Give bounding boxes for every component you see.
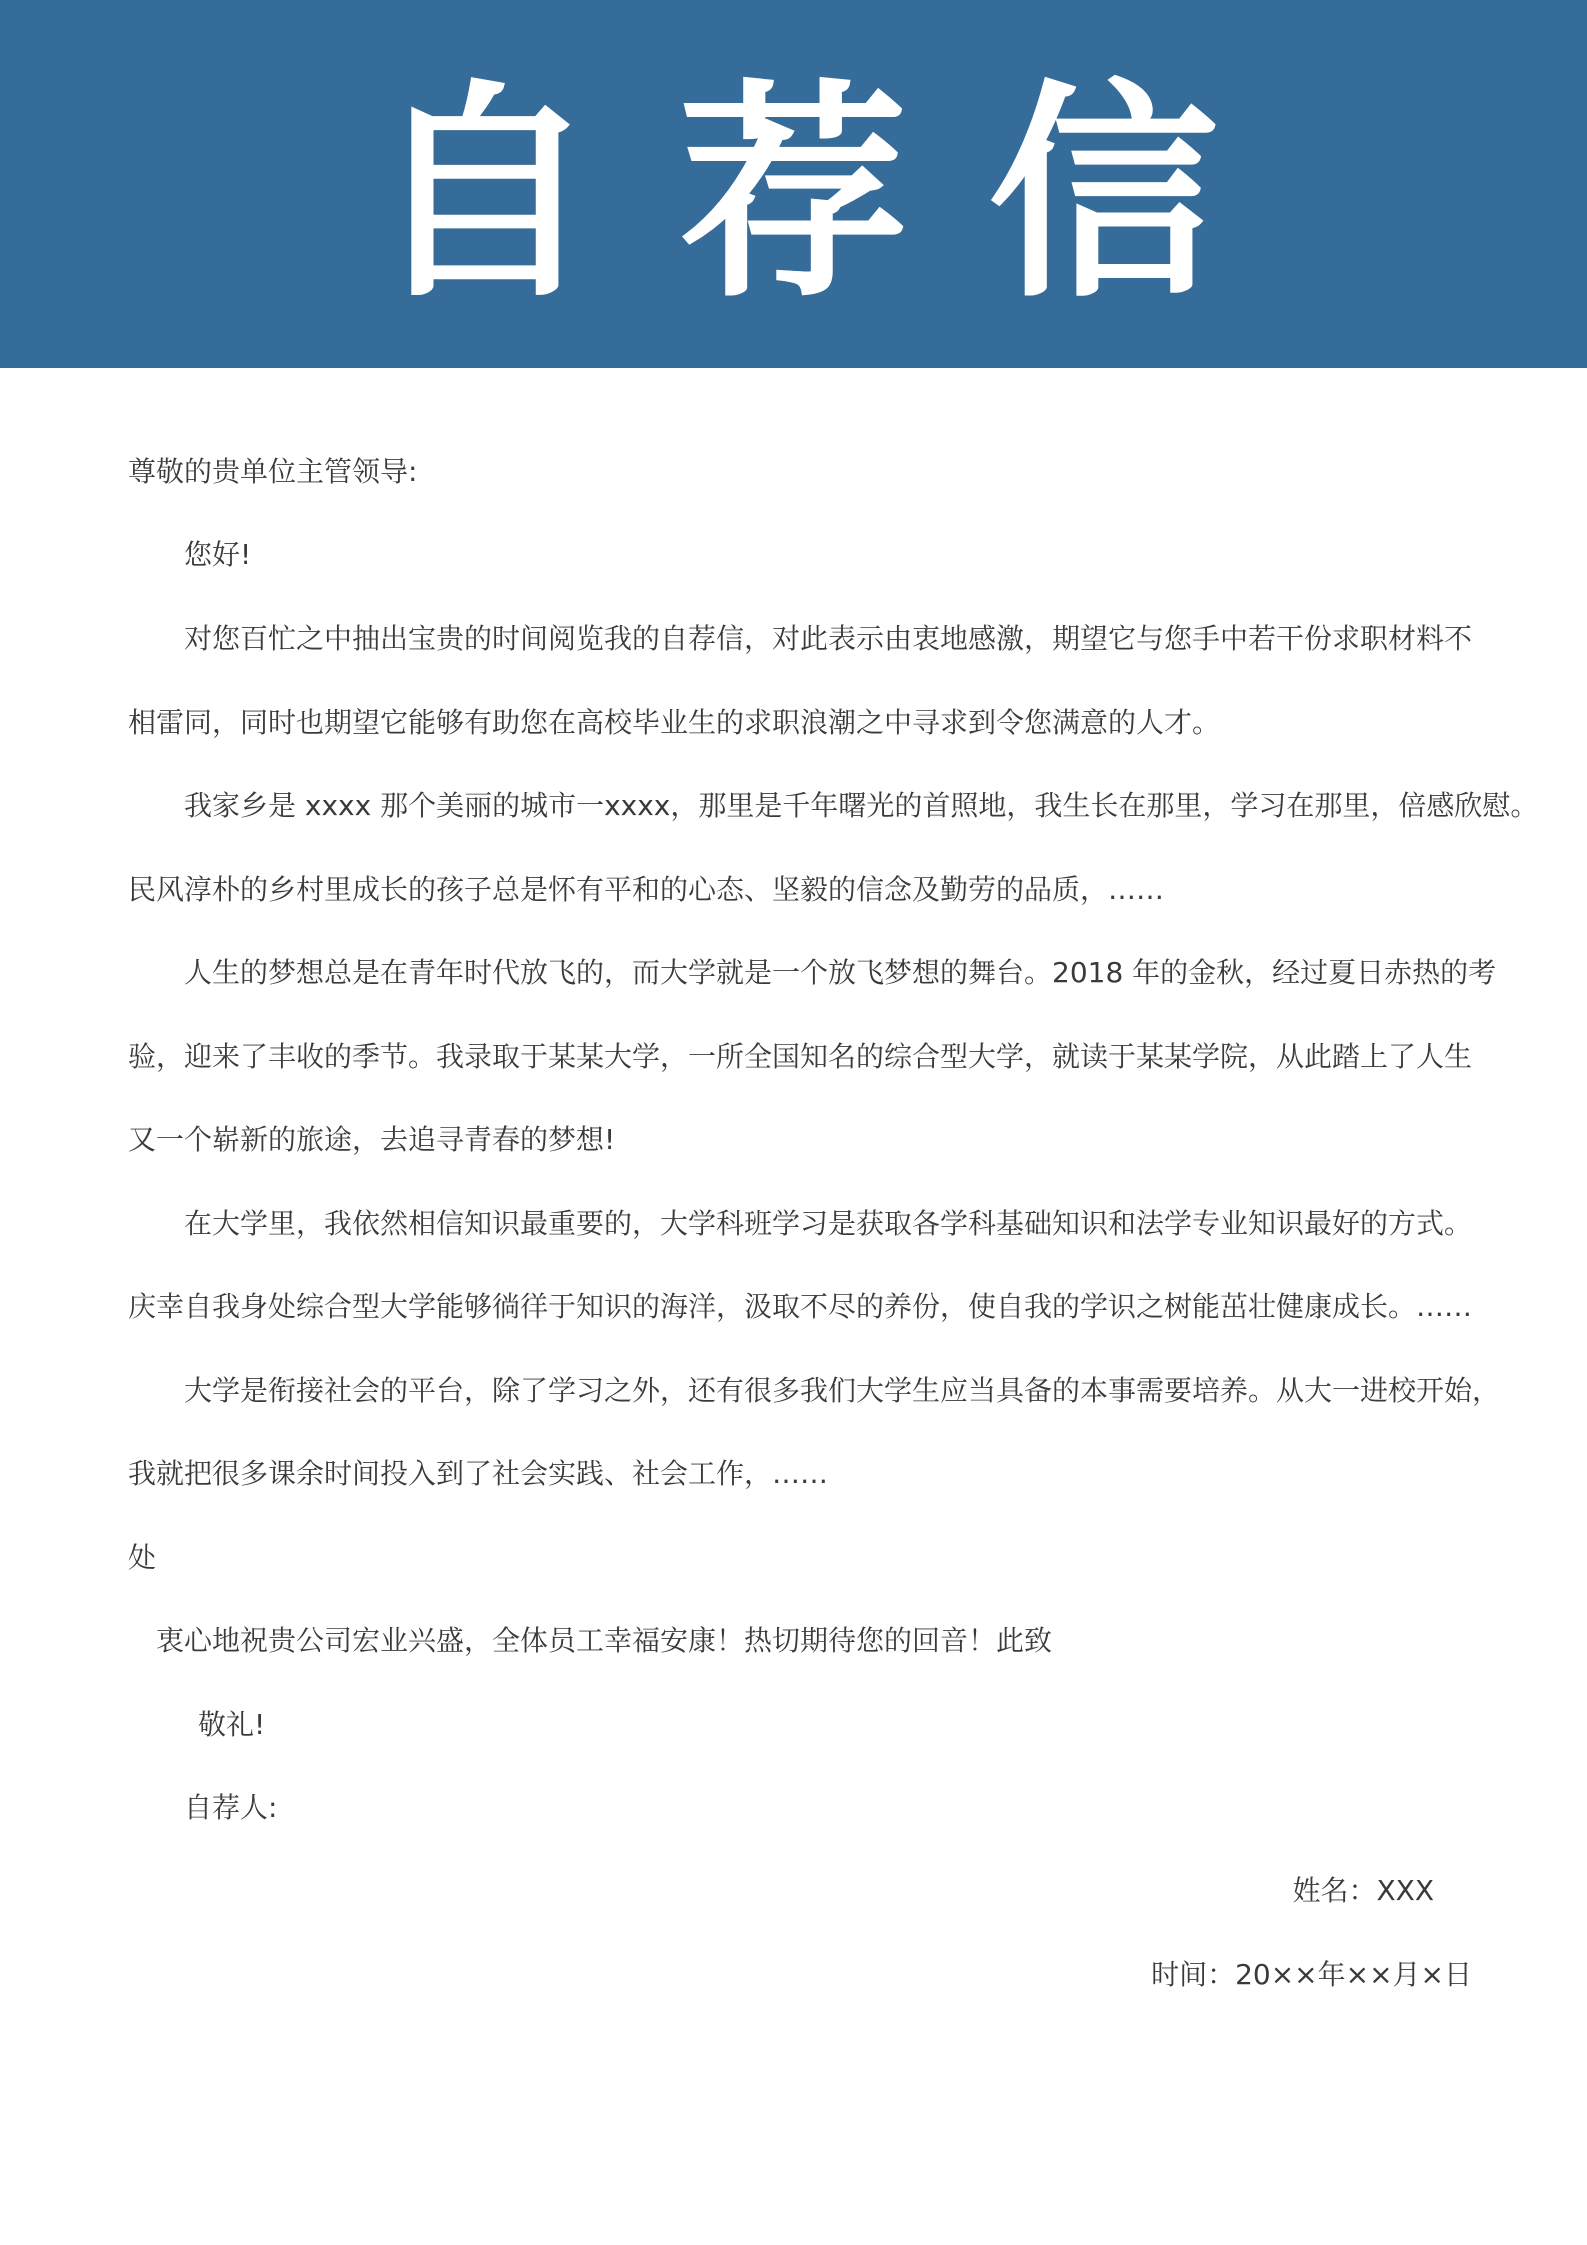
- paragraph-line: 庆幸自我身处综合型大学能够徜徉于知识的海洋，汲取不尽的养份，使自我的学识之树能茁壮健康成长。……: [128, 1290, 1473, 1323]
- paragraph-line: 相雷同，同时也期望它能够有助您在高校毕业生的求职浪潮之中寻求到令您满意的人才。: [128, 706, 1221, 739]
- paragraph-line: 验，迎来了丰收的季节。我录取于某某大学，一所全国知名的综合型大学，就读于某某学院，从此踏上了人生: [128, 1040, 1473, 1073]
- salutation: 尊敬的贵单位主管领导:: [128, 455, 418, 488]
- paragraph-line: 人生的梦想总是在青年时代放飞的，而大学就是一个放飞梦想的舞台。2018 年的金秋，经过夏日赤热的考: [184, 956, 1497, 989]
- regards: 敬礼!: [198, 1708, 266, 1741]
- title-banner: [0, 0, 1587, 368]
- greeting: 您好!: [184, 538, 252, 571]
- page-title: 自荐信: [368, 62, 1299, 329]
- paragraph-line: 又一个崭新的旅途，去追寻青春的梦想!: [128, 1123, 616, 1156]
- paragraph-line: 对您百忙之中抽出宝贵的时间阅览我的自荐信，对此表示由衷地感激，期望它与您手中若干份求职材料不: [184, 622, 1473, 655]
- paragraph-line: 我家乡是 xxxx 那个美丽的城市一xxxx，那里是千年曙光的首照地，我生长在那里，学习在那里，倍感欣慰。: [184, 789, 1539, 822]
- date-line: 时间：20××年××月×日: [1151, 1958, 1472, 1991]
- paragraph-line: 民风淳朴的乡村里成长的孩子总是怀有平和的心态、坚毅的信念及勤劳的品质，……: [128, 873, 1165, 906]
- name-line: 姓名：XXX: [1292, 1874, 1434, 1907]
- paragraph-line: 在大学里，我依然相信知识最重要的，大学科班学习是获取各学科基础知识和法学专业知识最好的方式。: [184, 1207, 1473, 1240]
- paragraph-line: 大学是衔接社会的平台，除了学习之外，还有很多我们大学生应当具备的本事需要培养。从大一进校开始，: [184, 1374, 1501, 1407]
- paragraph-line: 我就把很多课余时间投入到了社会实践、社会工作，……: [128, 1457, 829, 1490]
- fragment-text: 处: [128, 1541, 157, 1574]
- closing-wishes: 衷心地祝贵公司宏业兴盛，全体员工幸福安康！热切期待您的回音！此致: [156, 1624, 1053, 1657]
- signer-label: 自荐人:: [184, 1791, 278, 1824]
